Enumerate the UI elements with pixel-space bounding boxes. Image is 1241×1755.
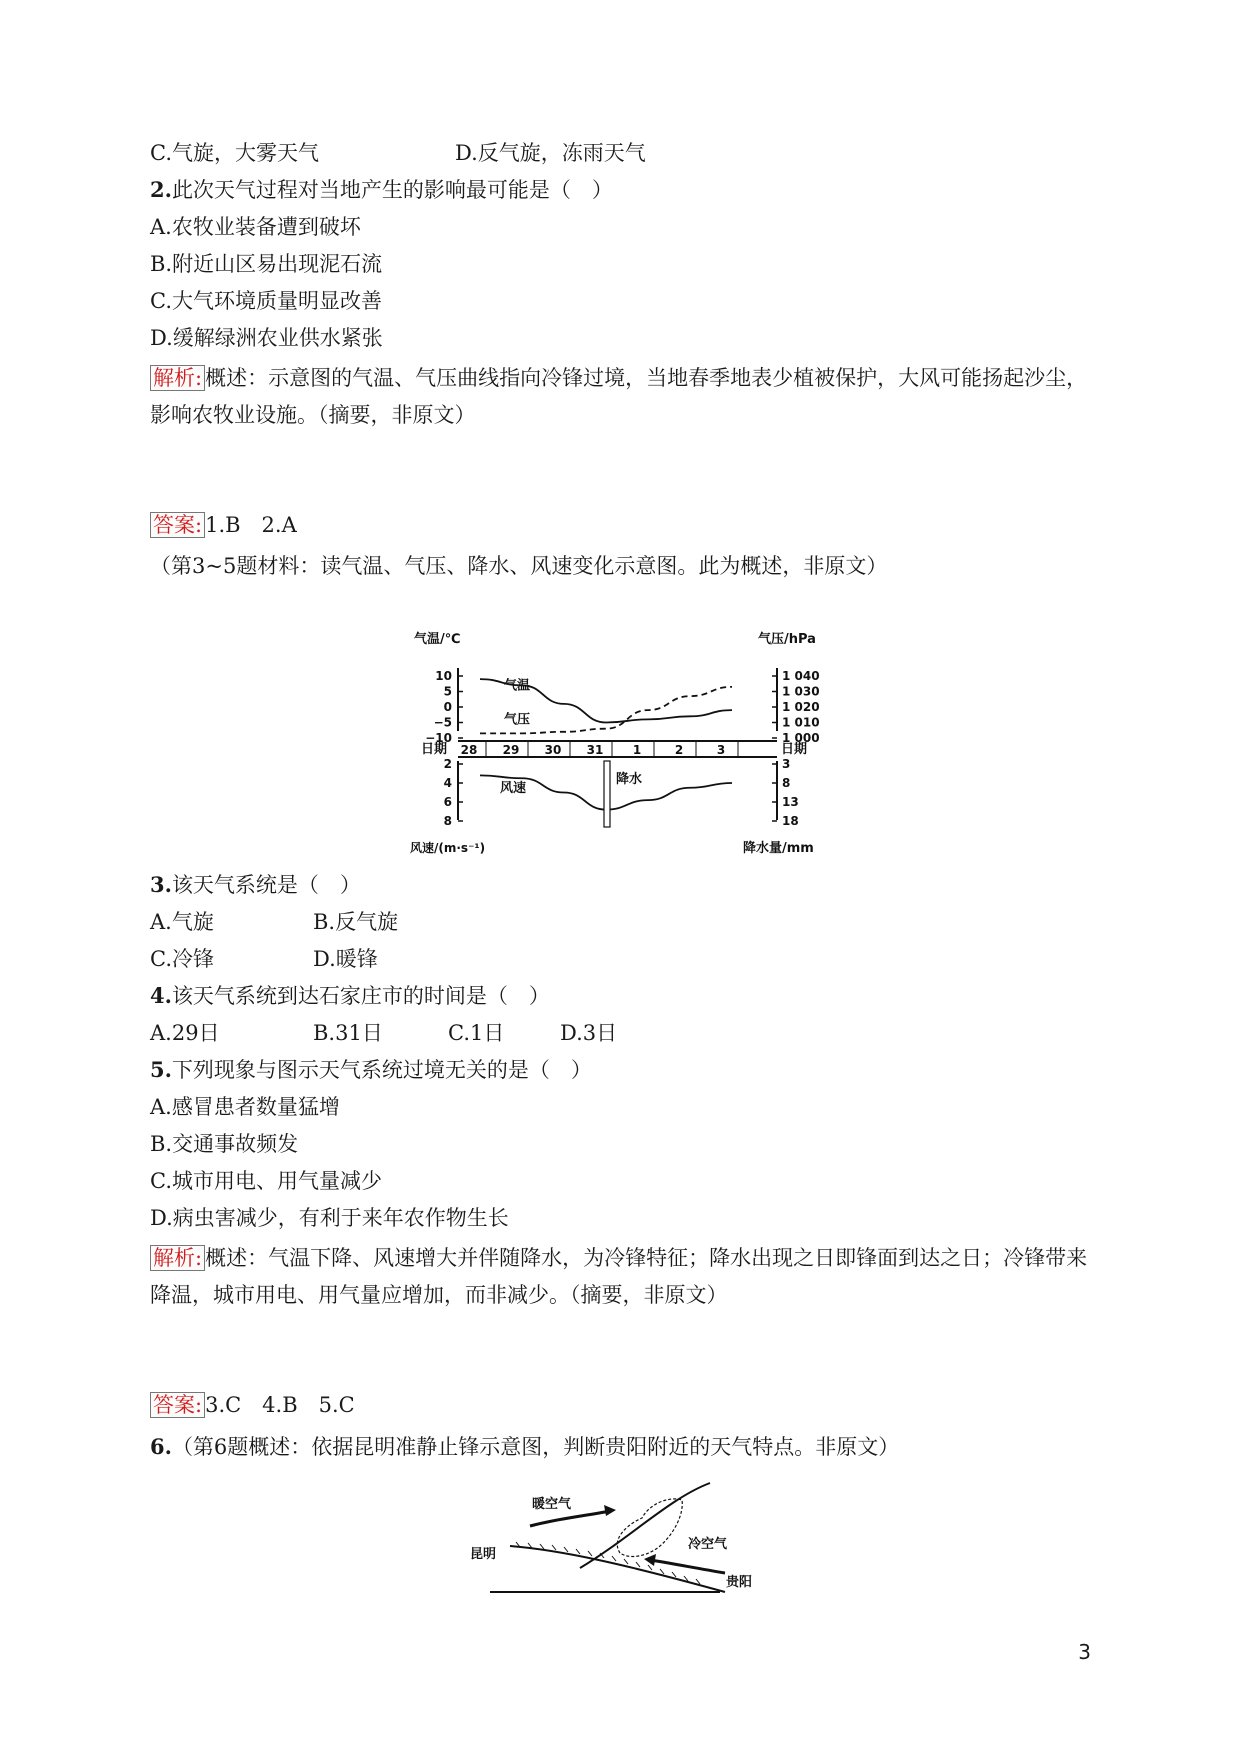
wind-series-label: 风速 xyxy=(500,781,527,796)
cloud-icon xyxy=(617,1499,682,1557)
q3-option-b: B.反气旋 xyxy=(313,910,399,934)
precipitation-bar xyxy=(604,761,610,827)
date-tick-label: 31 xyxy=(586,743,604,757)
date-label-right: 日期 xyxy=(781,742,808,757)
question-3 xyxy=(150,872,361,898)
question-text: 该天气系统到达石家庄市的时间是（ ） xyxy=(171,984,550,1008)
temp-tick-label: 5 xyxy=(443,684,452,699)
guiyang-label: 贵阳 xyxy=(726,1575,753,1590)
wind-axis-label: 风速/(m·s⁻¹) xyxy=(410,841,486,855)
wind-tick-label: 8 xyxy=(443,814,452,828)
wind-tick-label: 4 xyxy=(443,776,452,790)
date-tick-label: 2 xyxy=(674,743,684,757)
question-6 xyxy=(150,1428,1090,1466)
date-tick-label: 1 xyxy=(632,743,642,757)
temp-tick-label: −5 xyxy=(433,715,452,730)
answer-text: 3.C 4.B 5.C xyxy=(205,1393,355,1417)
question-text: （第6题概述：依据昆明准静止锋示意图，判断贵阳附近的天气特点。非原文） xyxy=(171,1435,900,1459)
analysis-2 xyxy=(150,1240,1090,1314)
q4-option-d: D.3日 xyxy=(560,1021,618,1045)
pressure-tick-label: 1 000 xyxy=(782,731,820,745)
temperature-series-label: 气温 xyxy=(504,678,531,694)
date-tick-label: 3 xyxy=(716,743,726,757)
pressure-tick-label: 1 010 xyxy=(782,715,820,730)
temp-axis-label: 气温/℃ xyxy=(414,632,461,647)
question-5 xyxy=(150,1057,592,1083)
question-number: 5. xyxy=(150,1057,172,1082)
question-text: 下列现象与图示天气系统过境无关的是（ ） xyxy=(171,1058,592,1082)
q5-option-b: B.交通事故频发 xyxy=(150,1132,299,1156)
option-d-prev: D.反气旋，冻雨天气 xyxy=(455,141,646,165)
wind-tick-label: 6 xyxy=(443,795,452,809)
warm-arrow-head xyxy=(604,1505,616,1516)
q2-option-d: D.缓解绿洲农业供水紧张 xyxy=(150,326,383,350)
page-number: 3 xyxy=(1078,1640,1091,1664)
analysis-text: 概述：示意图的气温、气压曲线指向冷锋过境，当地春季地表少植被保护，大风可能扬起沙尘，影响农牧业设施。（摘要，非原文） xyxy=(150,366,1088,427)
question-2 xyxy=(150,177,613,203)
answer-2 xyxy=(150,1392,355,1418)
q5-option-d: D.病虫害减少，有利于来年农作物生长 xyxy=(150,1206,509,1230)
kunming-label: 昆明 xyxy=(470,1547,497,1562)
date-tick-label: 29 xyxy=(502,743,520,757)
pressure-series-label: 气压 xyxy=(504,712,531,728)
wind-tick-label: 2 xyxy=(443,757,452,771)
answer-1 xyxy=(150,512,297,538)
q2-option-b: B.附近山区易出现泥石流 xyxy=(150,252,383,276)
q4-option-b: B.31日 xyxy=(313,1021,383,1045)
date-label-left: 日期 xyxy=(421,742,448,757)
q5-option-c: C.城市用电、用气量减少 xyxy=(150,1169,382,1193)
q4-option-c: C.1日 xyxy=(448,1021,505,1045)
temp-tick-label: 0 xyxy=(443,700,452,714)
precip-tick-label: 13 xyxy=(782,795,799,809)
pressure-tick-label: 1 020 xyxy=(782,700,820,714)
precip-tick-label: 8 xyxy=(782,776,791,790)
analysis-tag: 解析: xyxy=(150,1245,205,1271)
warm-air-label: 暖空气 xyxy=(532,1497,572,1512)
q3-option-c: C.冷锋 xyxy=(150,947,214,971)
analysis-text: 概述：气温下降、风速增大并伴随降水，为冷锋特征；降水出现之日即锋面到达之日；冷锋带来降温，城市用电、用气量应增加，而非减少。（摘要，非原文） xyxy=(150,1246,1088,1307)
cold-air-label: 冷空气 xyxy=(688,1537,728,1552)
terrain-slope xyxy=(510,1546,725,1592)
option-c-prev: C.气旋，大雾天气 xyxy=(150,141,319,165)
precip-tick-label: 3 xyxy=(782,757,791,771)
question-number: 2. xyxy=(150,177,172,202)
question-4 xyxy=(150,983,550,1009)
weather-chart xyxy=(400,628,840,856)
pressure-tick-label: 1 030 xyxy=(782,684,820,699)
intro-q3-5: （第3~5题材料：读气温、气压、降水、风速变化示意图。此为概述，非原文） xyxy=(150,554,888,578)
analysis-1 xyxy=(150,360,1090,434)
question-text: 此次天气过程对当地产生的影响最可能是（ ） xyxy=(171,178,613,202)
precip-tick-label: 18 xyxy=(782,814,799,828)
cold-arrow-head xyxy=(644,1554,656,1566)
warm-air-arrow xyxy=(530,1511,610,1526)
precip-label: 降水 xyxy=(616,772,643,787)
date-tick-label: 28 xyxy=(460,743,478,757)
front-surface xyxy=(580,1483,710,1568)
answer-tag: 答案: xyxy=(150,512,205,538)
question-number: 3. xyxy=(150,872,172,897)
question-number: 6. xyxy=(150,1434,172,1459)
answer-text: 1.B 2.A xyxy=(205,513,297,537)
analysis-tag: 解析: xyxy=(150,365,205,391)
question-number: 4. xyxy=(150,983,172,1008)
q3-option-a: A.气旋 xyxy=(150,910,214,934)
q4-option-a: A.29日 xyxy=(150,1021,220,1045)
pressure-axis-label: 气压/hPa xyxy=(758,632,816,647)
q2-option-a: A.农牧业装备遭到破坏 xyxy=(150,215,361,239)
precip-axis-label: 降水量/mm xyxy=(743,841,814,856)
temp-tick-label: −10 xyxy=(425,731,452,745)
stationary-front-diagram xyxy=(470,1478,790,1598)
date-tick-label: 30 xyxy=(544,743,562,757)
pressure-tick-label: 1 040 xyxy=(782,669,820,683)
answer-tag: 答案: xyxy=(150,1392,205,1418)
q3-option-d: D.暖锋 xyxy=(313,947,378,971)
q2-option-c: C.大气环境质量明显改善 xyxy=(150,289,382,313)
question-text: 该天气系统是（ ） xyxy=(171,873,361,897)
temp-tick-label: 10 xyxy=(435,669,452,683)
q5-option-a: A.感冒患者数量猛增 xyxy=(150,1095,340,1119)
